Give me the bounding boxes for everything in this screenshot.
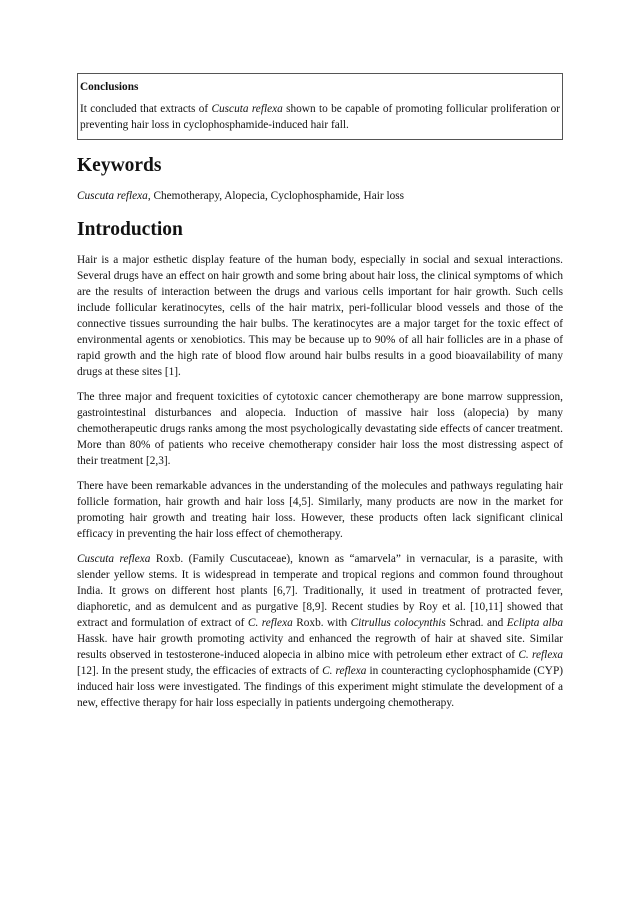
- conclusions-title: Conclusions: [80, 81, 139, 93]
- keywords-heading: Keywords: [77, 155, 162, 176]
- document-page: [77, 73, 563, 720]
- introduction-heading: Introduction: [77, 219, 183, 240]
- conclusions-text: It concluded that extracts of Cuscuta reflexa shown to be capable of promoting follicular proliferation or preventing hair loss in cyclophosphamide-induced hair fall.: [80, 103, 560, 131]
- intro-paragraph-1: Hair is a major esthetic display feature of the human body, especially in social and sexual interactions. Several drugs have an effect on hair growth and some bring about hair loss, the clinical symptoms of which are the results of interaction between the drugs and various cells important for hair growth. Such cells include follicular keratinocytes, cells of the hair matrix, peri-follicular blood vessels and those of the connective tissues surrounding the hair bulbs. The keratinocytes are a major target for the toxic effect of environmental agents or xenobiotics. This may be because up to 90% of all hair follicles are in a phase of rapid growth and the high rate of blood flow around hair bulbs results in a good bioavailability of many drugs at these sites [1].: [77, 254, 563, 378]
- conclusions-box: [77, 73, 563, 140]
- intro-paragraph-4: Cuscuta reflexa Roxb. (Family Cuscutaceae), known as “amarvela” in vernacular, is a parasite, with slender yellow stems. It is widespread in temperate and tropical regions and common found throughout India. It grows on different host plants [6,7]. Traditionally, it used in treatment of protracted fever, diaphoretic, and as demulcent and as purgative [8,9]. Recent studies by Roy et al. [10,11] showed that extract and formulation of extract of C. reflexa Roxb. with Citrullus colocynthis Schrad. and Eclipta alba Hassk. have hair growth promoting activity and enhanced the regrowth of hair at shaved site. Similar results observed in testosterone-induced alopecia in albino mice with petroleum ether extract of C. reflexa [12]. In the present study, the efficacies of extracts of C. reflexa in counteracting cyclophosphamide (CYP) induced hair loss were investigated. The findings of this experiment might stimulate the development of a new, effective therapy for hair loss especially in patients undergoing chemotherapy.: [77, 553, 564, 709]
- keywords-list: Cuscuta reflexa, Chemotherapy, Alopecia, Cyclophosphamide, Hair loss: [77, 190, 405, 202]
- intro-paragraph-3: There have been remarkable advances in the understanding of the molecules and pathways regulating hair follicle formation, hair growth and hair loss [4,5]. Similarly, many products are now in the market for promoting hair growth and treating hair loss. However, these products often lack significant clinical efficacy in preventing the hair loss effect of chemotherapy.: [77, 480, 563, 540]
- intro-paragraph-2: The three major and frequent toxicities of cytotoxic cancer chemotherapy are bone marrow suppression, gastrointestinal disturbances and alopecia. Induction of massive hair loss (alopecia) by many chemotherapeutic drugs ranks among the most psychologically devastating side effects of cancer treatment. More than 80% of patients who receive chemotherapy consider hair loss the most distressing aspect of their treatment [2,3].: [77, 391, 563, 467]
